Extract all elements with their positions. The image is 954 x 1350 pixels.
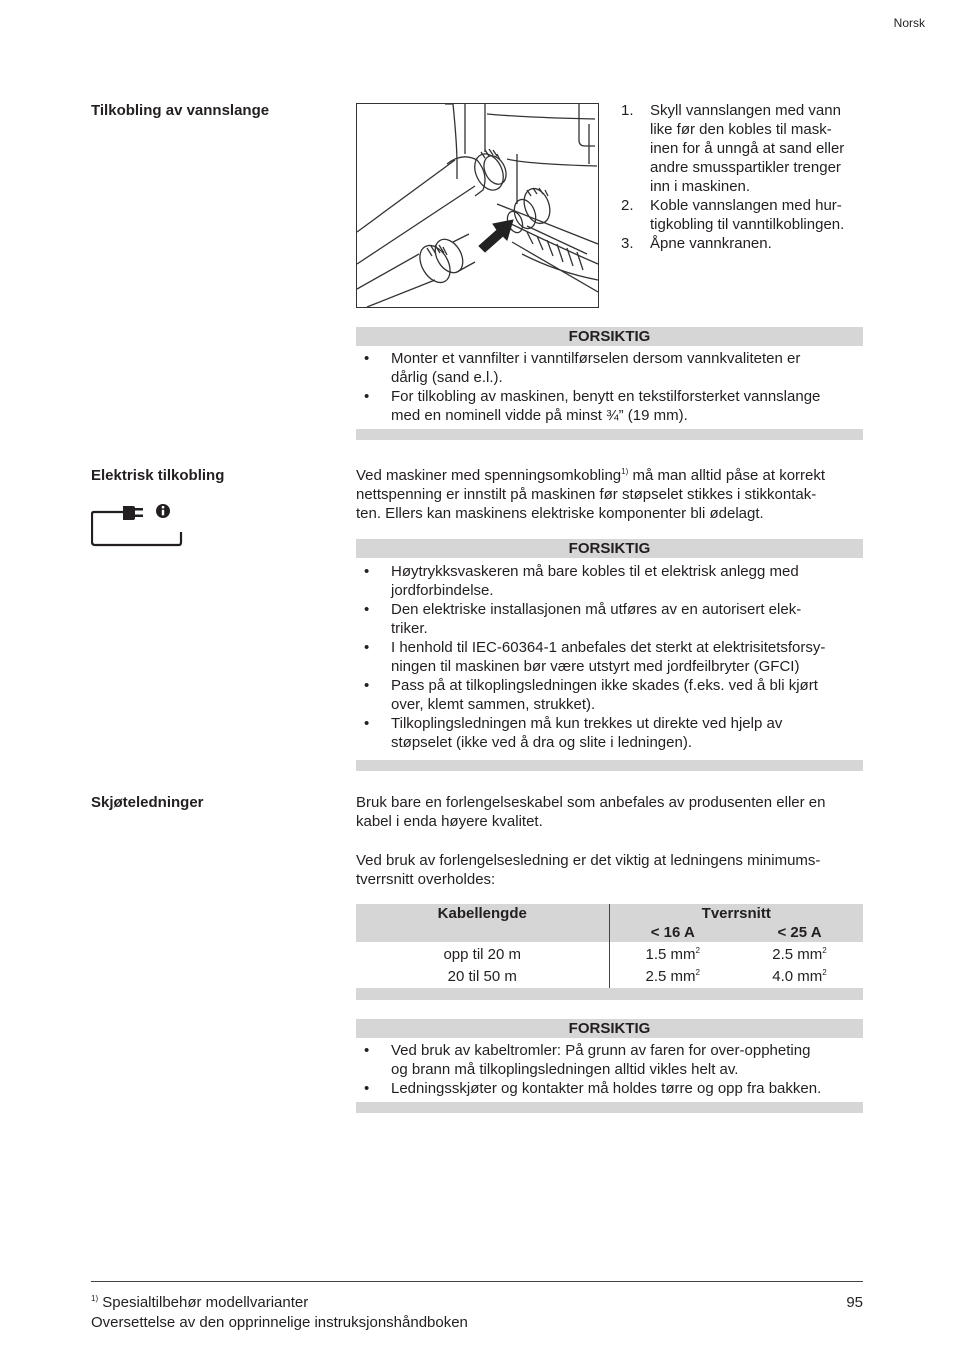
table-header-length: Kabellengde <box>356 904 609 923</box>
table-subheader-25a: < 25 A <box>736 923 863 942</box>
table-cell-16a: 1.5 $mm^2$ <box>645 946 700 963</box>
caution-end-bar <box>356 429 863 440</box>
caution-item: • Ved bruk av kabeltromler: På grunn av faren for over-oppheting og brann må tilkoplingsledningen alltid vikles helt av. <box>356 1041 863 1079</box>
section-heading-water-hose: Tilkobling av vannslange <box>91 102 270 119</box>
caution-item: • Ledningsskjøter og kontakter må holdes tørre og opp fra bakken. <box>356 1079 863 1098</box>
footer-divider <box>91 1281 863 1282</box>
caution-item: • Pass på at tilkoplingsledningen ikke skades (f.eks. ved å bli kjørt over, klemt sammen, strukket). <box>356 676 863 714</box>
extension-paragraph-2: Ved bruk av forlengelsesledning er det viktig at ledningens minimums- tverrsnitt overholdes: <box>356 852 821 888</box>
table-row <box>356 942 863 964</box>
hose-connection-illustration <box>356 103 599 308</box>
caution-box-water <box>356 327 863 440</box>
table-header-cross-section: Tverrsnitt <box>609 904 863 923</box>
caution-box-extension <box>356 1019 863 1113</box>
caution-item: • I henhold til IEC-60364-1 anbefales det sterkt at elektrisitetsforsy- ningen til maskinen bør være utstyrt med jordfeilbryter (GFCI) <box>356 638 863 676</box>
caution-item: • Tilkoplingsledningen må kun trekkes ut direkte ved hjelp av støpselet (ikke ved å dra og slite i ledningen). <box>356 714 863 752</box>
caution-box-electrical <box>356 539 863 771</box>
caution-item: • For tilkobling av maskinen, benytt en tekstilforsterket vannslange med en nominell vidde på minst ¾” (19 mm). <box>356 387 863 425</box>
footer-translation-note: Oversettelse av den opprinnelige instruksjonshåndboken <box>91 1314 468 1331</box>
caution-item: • Høytrykksvaskeren må bare kobles til et elektrisk anlegg med jordforbindelse. <box>356 562 863 600</box>
table-cell-length: opp til 20 m <box>356 942 609 964</box>
step-item: 1. Skyll vannslangen med vann like før den kobles til mask- inen for å unngå at sand eller andre smusspartikler trenger inn i maskinen. <box>621 102 845 195</box>
footnote: $^{1)}$ Spesialtilbehør modellvarianter <box>91 1294 309 1311</box>
section-heading-electrical: Elektrisk tilkobling <box>91 467 225 484</box>
cable-table <box>356 904 863 1000</box>
table-header-spacer <box>356 923 609 942</box>
table-row <box>356 964 863 988</box>
section-heading-extension-cords: Skjøteledninger <box>91 794 204 811</box>
hose-steps-list <box>621 101 866 253</box>
caution-item: • Den elektriske installasjonen må utføres av en autorisert elek- triker. <box>356 600 863 638</box>
table-cell-25a: 4.0 $mm^2$ <box>772 968 827 985</box>
plug-icon <box>91 502 183 547</box>
page-number: 95 <box>846 1294 863 1311</box>
table-subheader-16a: < 16 A <box>609 923 736 942</box>
caution-title: FORSIKTIG <box>356 1019 863 1038</box>
table-cell-25a: 2.5 $mm^2$ <box>772 946 827 963</box>
language-label: Norsk <box>893 16 925 30</box>
step-item: 3. Åpne vannkranen. <box>621 235 772 252</box>
caution-end-bar <box>356 760 863 771</box>
caution-title: FORSIKTIG <box>356 539 863 558</box>
table-cell-16a: 2.5 $mm^2$ <box>645 968 700 985</box>
table-cell-length: 20 til 50 m <box>356 964 609 988</box>
electrical-paragraph: Ved maskiner med spenningsomkobling$^{1)}$ må man alltid påse at korrekt nettspenning er innstilt på maskinen før støpselet stikkes i stikkontak- ten. Ellers kan maskinens elektriske komponenter bli ødelagt. <box>356 467 826 522</box>
caution-end-bar <box>356 1102 863 1113</box>
hose-connection-drawing <box>357 104 598 307</box>
caution-title: FORSIKTIG <box>356 327 863 346</box>
step-item: 2. Koble vannslangen med hur- tigkobling til vanntilkoblingen. <box>621 197 845 233</box>
extension-paragraph-1: Bruk bare en forlengelseskabel som anbefales av produsenten eller en kabel i enda høyere kvalitet. <box>356 794 826 830</box>
plug-info-icon <box>91 502 183 547</box>
table-end-bar <box>356 988 863 1000</box>
caution-item: • Monter et vannfilter i vanntilførselen dersom vannkvaliteten er dårlig (sand e.l.). <box>356 349 863 387</box>
